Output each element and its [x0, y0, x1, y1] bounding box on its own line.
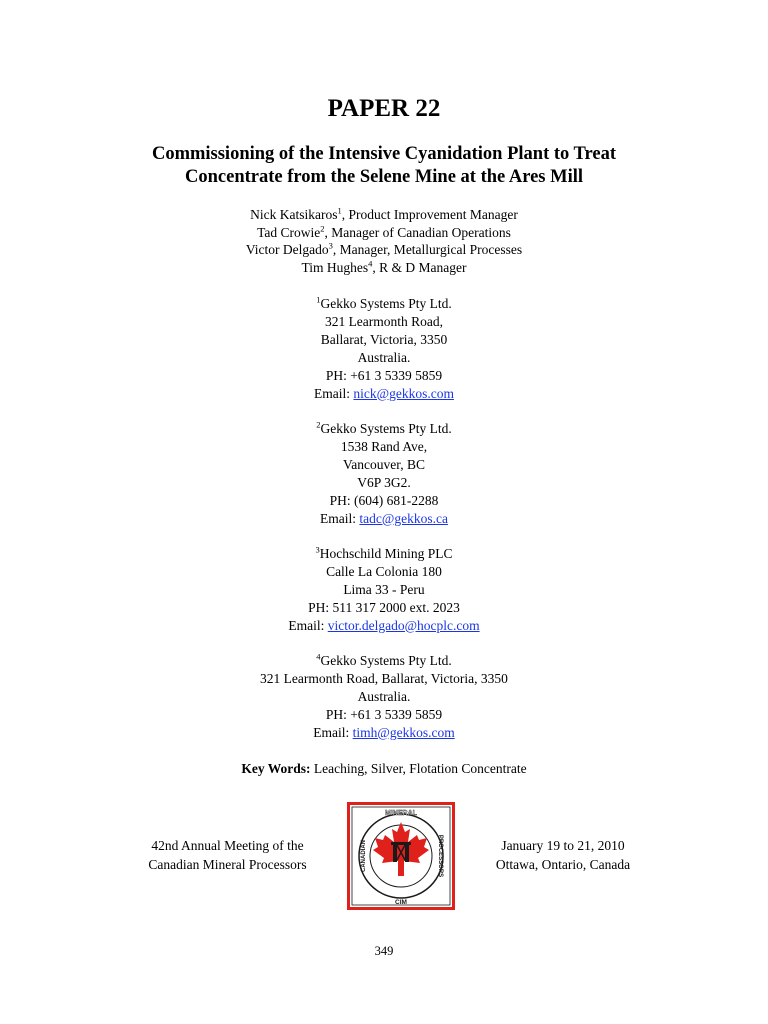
affiliation-org — [0, 420, 768, 438]
affiliation-address: Lima 33 - Peru — [343, 581, 425, 597]
email-label: Email: — [313, 724, 353, 740]
affiliation-phone: PH: (604) 681-2288 — [329, 492, 439, 508]
author-role: , Manager of Canadian Operations — [324, 224, 511, 240]
affiliation-org-name: Gekko Systems Pty Ltd. — [320, 421, 452, 436]
meeting-line-2: Canadian Mineral Processors — [148, 857, 307, 872]
logo-right-text: PROCESSORS — [437, 834, 443, 878]
paper-number: PAPER 22 — [327, 95, 441, 122]
author-1 — [0, 206, 768, 224]
affiliation-org — [0, 652, 768, 670]
author-list — [0, 206, 768, 276]
dates-line-2: Ottawa, Ontario, Canada — [495, 857, 631, 872]
author-name: Tim Hughes — [301, 259, 369, 275]
affiliation-email-line — [0, 724, 768, 742]
author-role: , Product Improvement Manager — [341, 207, 518, 222]
affiliation-address: Calle La Colonia 180 — [326, 563, 442, 579]
email-link[interactable]: timh@gekkos.com — [352, 724, 455, 740]
meeting-dates — [458, 836, 668, 874]
keywords-label: Key Words: — [241, 761, 311, 776]
author-sup: 3 — [328, 240, 333, 251]
affiliation-phone: PH: +61 3 5339 5859 — [325, 706, 443, 722]
affiliation-1 — [0, 295, 768, 402]
email-label: Email: — [288, 617, 328, 633]
affiliation-org — [0, 295, 768, 313]
affiliation-phone: PH: 511 317 2000 ext. 2023 — [308, 599, 460, 615]
affiliation-sup: 3 — [315, 544, 320, 555]
affiliation-2 — [0, 420, 768, 527]
email-link[interactable]: victor.delgado@hocplc.com — [327, 617, 480, 633]
email-label: Email: — [314, 385, 354, 401]
author-name: Nick Katsikaros — [250, 207, 338, 222]
affiliation-address: 321 Learmonth Road, — [324, 313, 444, 329]
author-role: , R & D Manager — [372, 259, 467, 275]
affiliation-sup: 4 — [316, 651, 321, 662]
affiliation-org — [0, 545, 768, 563]
cim-cmp-logo-icon — [347, 802, 455, 910]
author-name: Victor Delgado — [245, 242, 329, 258]
title-line-1: Commissioning of the Intensive Cyanidation Plant to Treat — [151, 144, 617, 164]
affiliation-email-line — [0, 510, 768, 528]
title-line-2: Concentrate from the Selene Mine at the Ares Mill — [185, 167, 583, 187]
affiliation-email-line — [0, 617, 768, 635]
affiliation-address: 321 Learmonth Road, Ballarat, Victoria, 3350 — [260, 670, 508, 686]
dates-line-1: January 19 to 21, 2010 — [501, 838, 625, 853]
author-sup: 4 — [368, 258, 373, 269]
paper-title — [0, 143, 768, 189]
affiliation-3 — [0, 545, 768, 635]
meeting-info — [120, 836, 335, 874]
author-sup: 1 — [337, 205, 342, 216]
author-2 — [0, 224, 768, 242]
affiliation-address: Vancouver, BC — [343, 456, 425, 472]
affiliation-address: V6P 3G2. — [357, 474, 411, 490]
author-role: , Manager, Metallurgical Processes — [332, 242, 523, 258]
meeting-line-1: 42nd Annual Meeting of the — [151, 838, 304, 853]
author-sup: 2 — [320, 223, 325, 234]
affiliation-address: Ballarat, Victoria, 3350 — [320, 331, 448, 347]
affiliation-org-name: Hochschild Mining PLC — [319, 546, 453, 561]
page-number: 349 — [374, 944, 394, 958]
logo-bottom-text: CIM — [395, 899, 407, 906]
email-link[interactable]: tadc@gekkos.ca — [359, 510, 448, 526]
affiliation-sup: 2 — [316, 419, 321, 430]
email-link[interactable]: nick@gekkos.com — [353, 385, 454, 401]
affiliation-address: Australia. — [357, 688, 411, 704]
logo-top-text: MINERAL — [385, 810, 417, 817]
affiliation-address: Australia. — [357, 349, 411, 365]
keywords-text: Leaching, Silver, Flotation Concentrate — [310, 761, 527, 776]
affiliation-address: 1538 Rand Ave, — [340, 438, 428, 454]
affiliation-sup: 1 — [316, 294, 321, 305]
affiliation-email-line — [0, 385, 768, 403]
affiliation-phone: PH: +61 3 5339 5859 — [325, 367, 443, 383]
email-label: Email: — [320, 510, 360, 526]
affiliation-4 — [0, 652, 768, 742]
affiliation-org-name: Gekko Systems Pty Ltd. — [320, 296, 452, 311]
keywords-line — [0, 760, 768, 777]
author-name: Tad Crowie — [257, 224, 321, 240]
author-3 — [0, 241, 768, 259]
logo-left-text: CANADIAN — [361, 840, 367, 872]
author-4 — [0, 259, 768, 277]
affiliation-org-name: Gekko Systems Pty Ltd. — [320, 653, 452, 668]
